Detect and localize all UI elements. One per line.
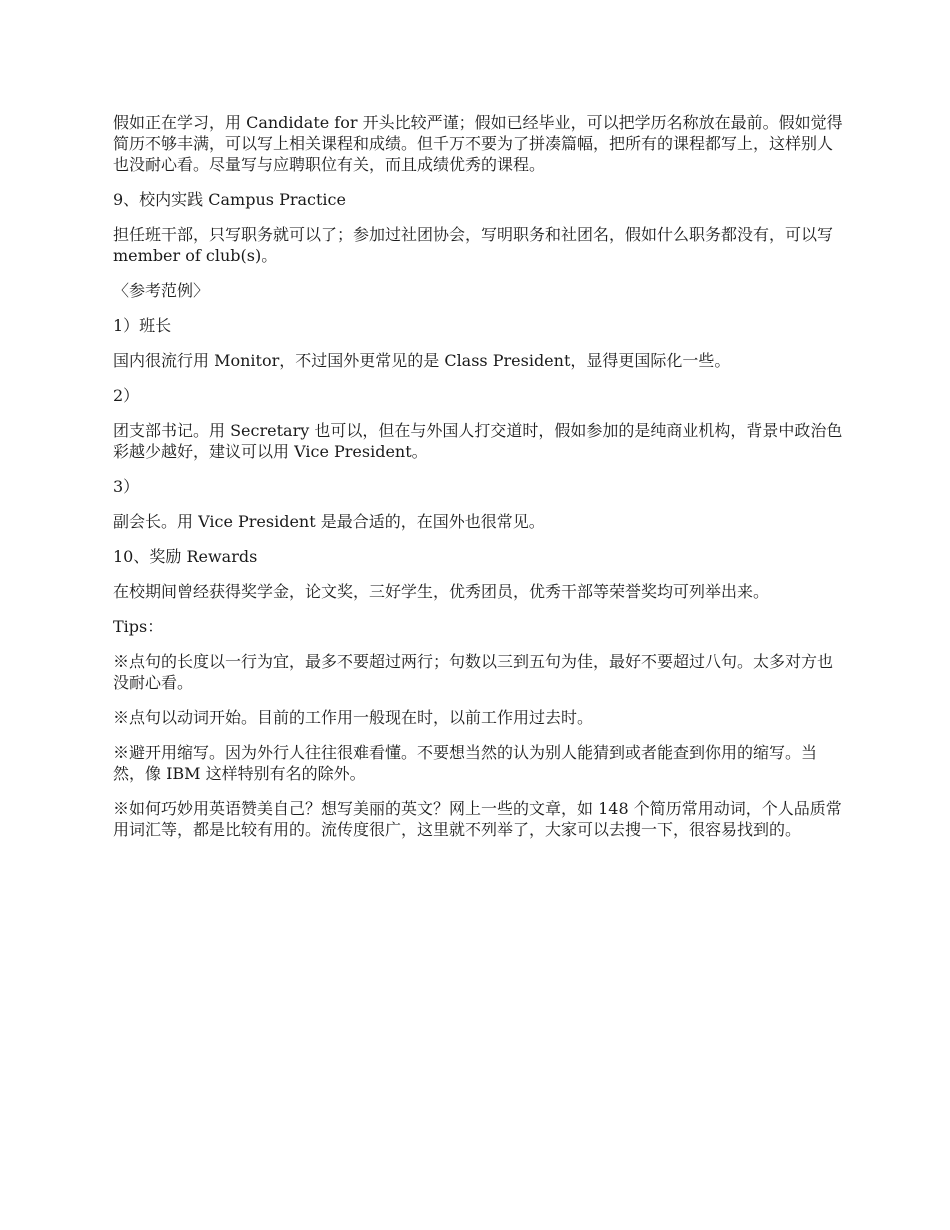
paragraph-rewards: 在校期间曾经获得奖学金，论文奖，三好学生，优秀团员，优秀干部等荣誉奖均可列举出来。 (113, 582, 770, 601)
tip-item-length: ※点句的长度以一行为宜，最多不要超过两行；句数以三到五句为佳，最好不要超过八句。太多对方也没耐心看。 (113, 652, 834, 692)
paragraph-campus-practice: 担任班干部，只写职务就可以了；参加过社团协会，写明职务和社团名，假如什么职务都没有，可以写 member of club(s)。 (113, 225, 834, 265)
document-body (113, 112, 843, 854)
paragraph-education-note: 假如正在学习，用 Candidate for 开头比较严谨；假如已经毕业，可以把学历名称放在最前。假如觉得简历不够丰满，可以写上相关课程和成绩。但千万不要为了拼凑篇幅，把所有的课程都写上，这样别人也没耐心看。尽量写与应聘职位有关，而且成绩优秀的课程。 (113, 113, 843, 174)
example-3-heading: 3） (113, 477, 140, 496)
tips-heading: Tips： (113, 617, 164, 636)
section-heading-rewards: 10、奖励 Rewards (113, 547, 258, 566)
reference-examples-label: 〈参考范例〉 (113, 281, 210, 300)
example-1-text: 国内很流行用 Monitor，不过国外更常见的是 Class President，显得更国际化一些。 (113, 351, 731, 370)
example-2-text: 团支部书记。用 Secretary 也可以，但在与外国人打交道时，假如参加的是纯商业机构，背景中政治色彩越少越好，建议可以用 Vice President。 (113, 421, 843, 461)
tip-item-praise: ※如何巧妙用英语赞美自己？想写美丽的英文？网上一些的文章，如 148 个简历常用动词，个人品质常用词汇等，都是比较有用的。流传度很广，这里就不列举了，大家可以去搜一下，很容易找到的。 (113, 799, 842, 839)
example-2-heading: 2） (113, 386, 140, 405)
tip-item-verbs: ※点句以动词开始。目前的工作用一般现在时，以前工作用过去时。 (113, 708, 594, 727)
tip-item-abbreviations: ※避开用缩写。因为外行人往往很难看懂。不要想当然的认为别人能猜到或者能查到你用的缩写。当然，像 IBM 这样特别有名的除外。 (113, 743, 818, 783)
example-3-text: 副会长。用 Vice President 是最合适的，在国外也很常见。 (113, 512, 545, 531)
example-1-heading: 1）班长 (113, 316, 172, 335)
section-heading-campus-practice: 9、校内实践 Campus Practice (113, 190, 346, 209)
